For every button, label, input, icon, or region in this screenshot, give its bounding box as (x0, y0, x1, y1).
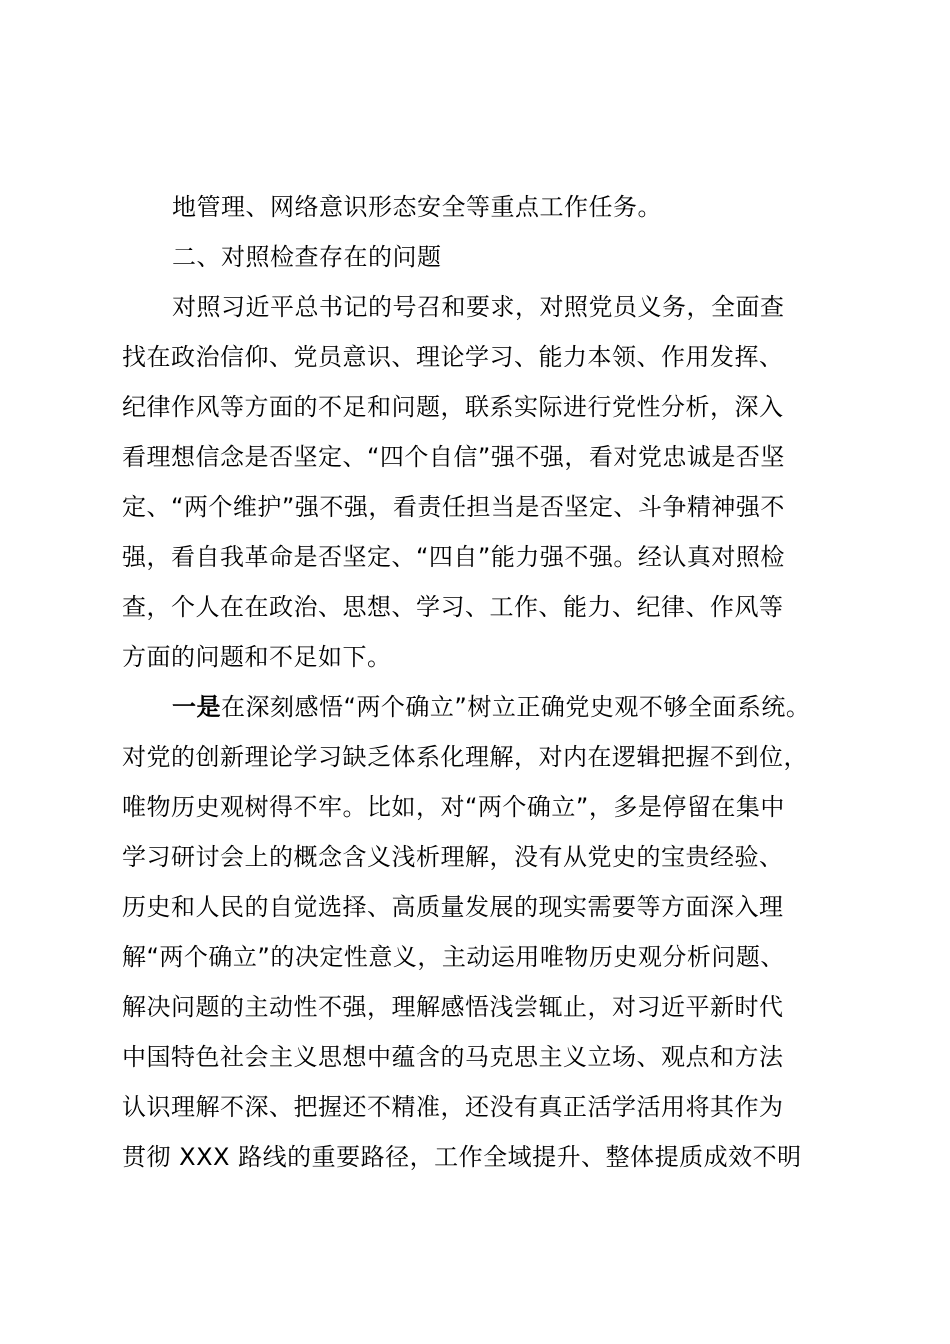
paragraph-line: 找在政治信仰、党员意识、理论学习、能力本领、作用发挥、 (122, 343, 784, 371)
paragraph-line: 定、“两个维护”强不强，看责任担当是否坚定、斗争精神强不 (122, 493, 785, 521)
paragraph-line: 对照习近平总书记的号召和要求，对照党员义务，全面查 (172, 293, 785, 321)
point1-line: 解决问题的主动性不强，理解感悟浅尝辄止，对习近平新时代 (122, 993, 784, 1021)
point1-line: 中国特色社会主义思想中蕴含的马克思主义立场、观点和方法 (122, 1043, 784, 1071)
point1-line: 解“两个确立”的决定性意义，主动运用唯物历史观分析问题、 (122, 943, 785, 971)
paragraph-line: 强，看自我革命是否坚定、“四自”能力强不强。经认真对照检 (122, 543, 785, 571)
paragraph-line: 查，个人在在政治、思想、学习、工作、能力、纪律、作风等 (122, 593, 784, 621)
point1-line: 历史和人民的自觉选择、高质量发展的现实需要等方面深入理 (122, 893, 784, 921)
point1-first-line-rest: 在深刻感悟“两个确立”树立正确党史观不够全面系统。 (221, 693, 811, 721)
paragraph-line: 看理想信念是否坚定、“四个自信”强不强，看对党忠诚是否坚 (122, 443, 785, 471)
paragraph-line: 方面的问题和不足如下。 (122, 643, 392, 671)
section-heading: 二、对照检查存在的问题 (172, 243, 442, 271)
point1-lead: 一是 (172, 693, 221, 721)
continuation-line: 地管理、网络意识形态安全等重点工作任务。 (172, 193, 662, 221)
paragraph-line: 纪律作风等方面的不足和问题，联系实际进行党性分析，深入 (122, 393, 784, 421)
document-body (122, 182, 832, 1182)
point1-line: 唯物历史观树得不牢。比如，对“两个确立”，多是停留在集中 (122, 793, 785, 821)
point1-line: 认识理解不深、把握还不精准，还没有真正活学活用将其作为 (122, 1093, 784, 1121)
point1-first-line (122, 682, 832, 732)
point1-line: 学习研讨会上的概念含义浅析理解，没有从党史的宝贵经验、 (122, 843, 784, 871)
point1-line: 贯彻 XXX 路线的重要路径，工作全域提升、整体提质成效不明 (122, 1143, 802, 1171)
point1-line: 对党的创新理论学习缺乏体系化理解，对内在逻辑把握不到位， (122, 743, 808, 771)
